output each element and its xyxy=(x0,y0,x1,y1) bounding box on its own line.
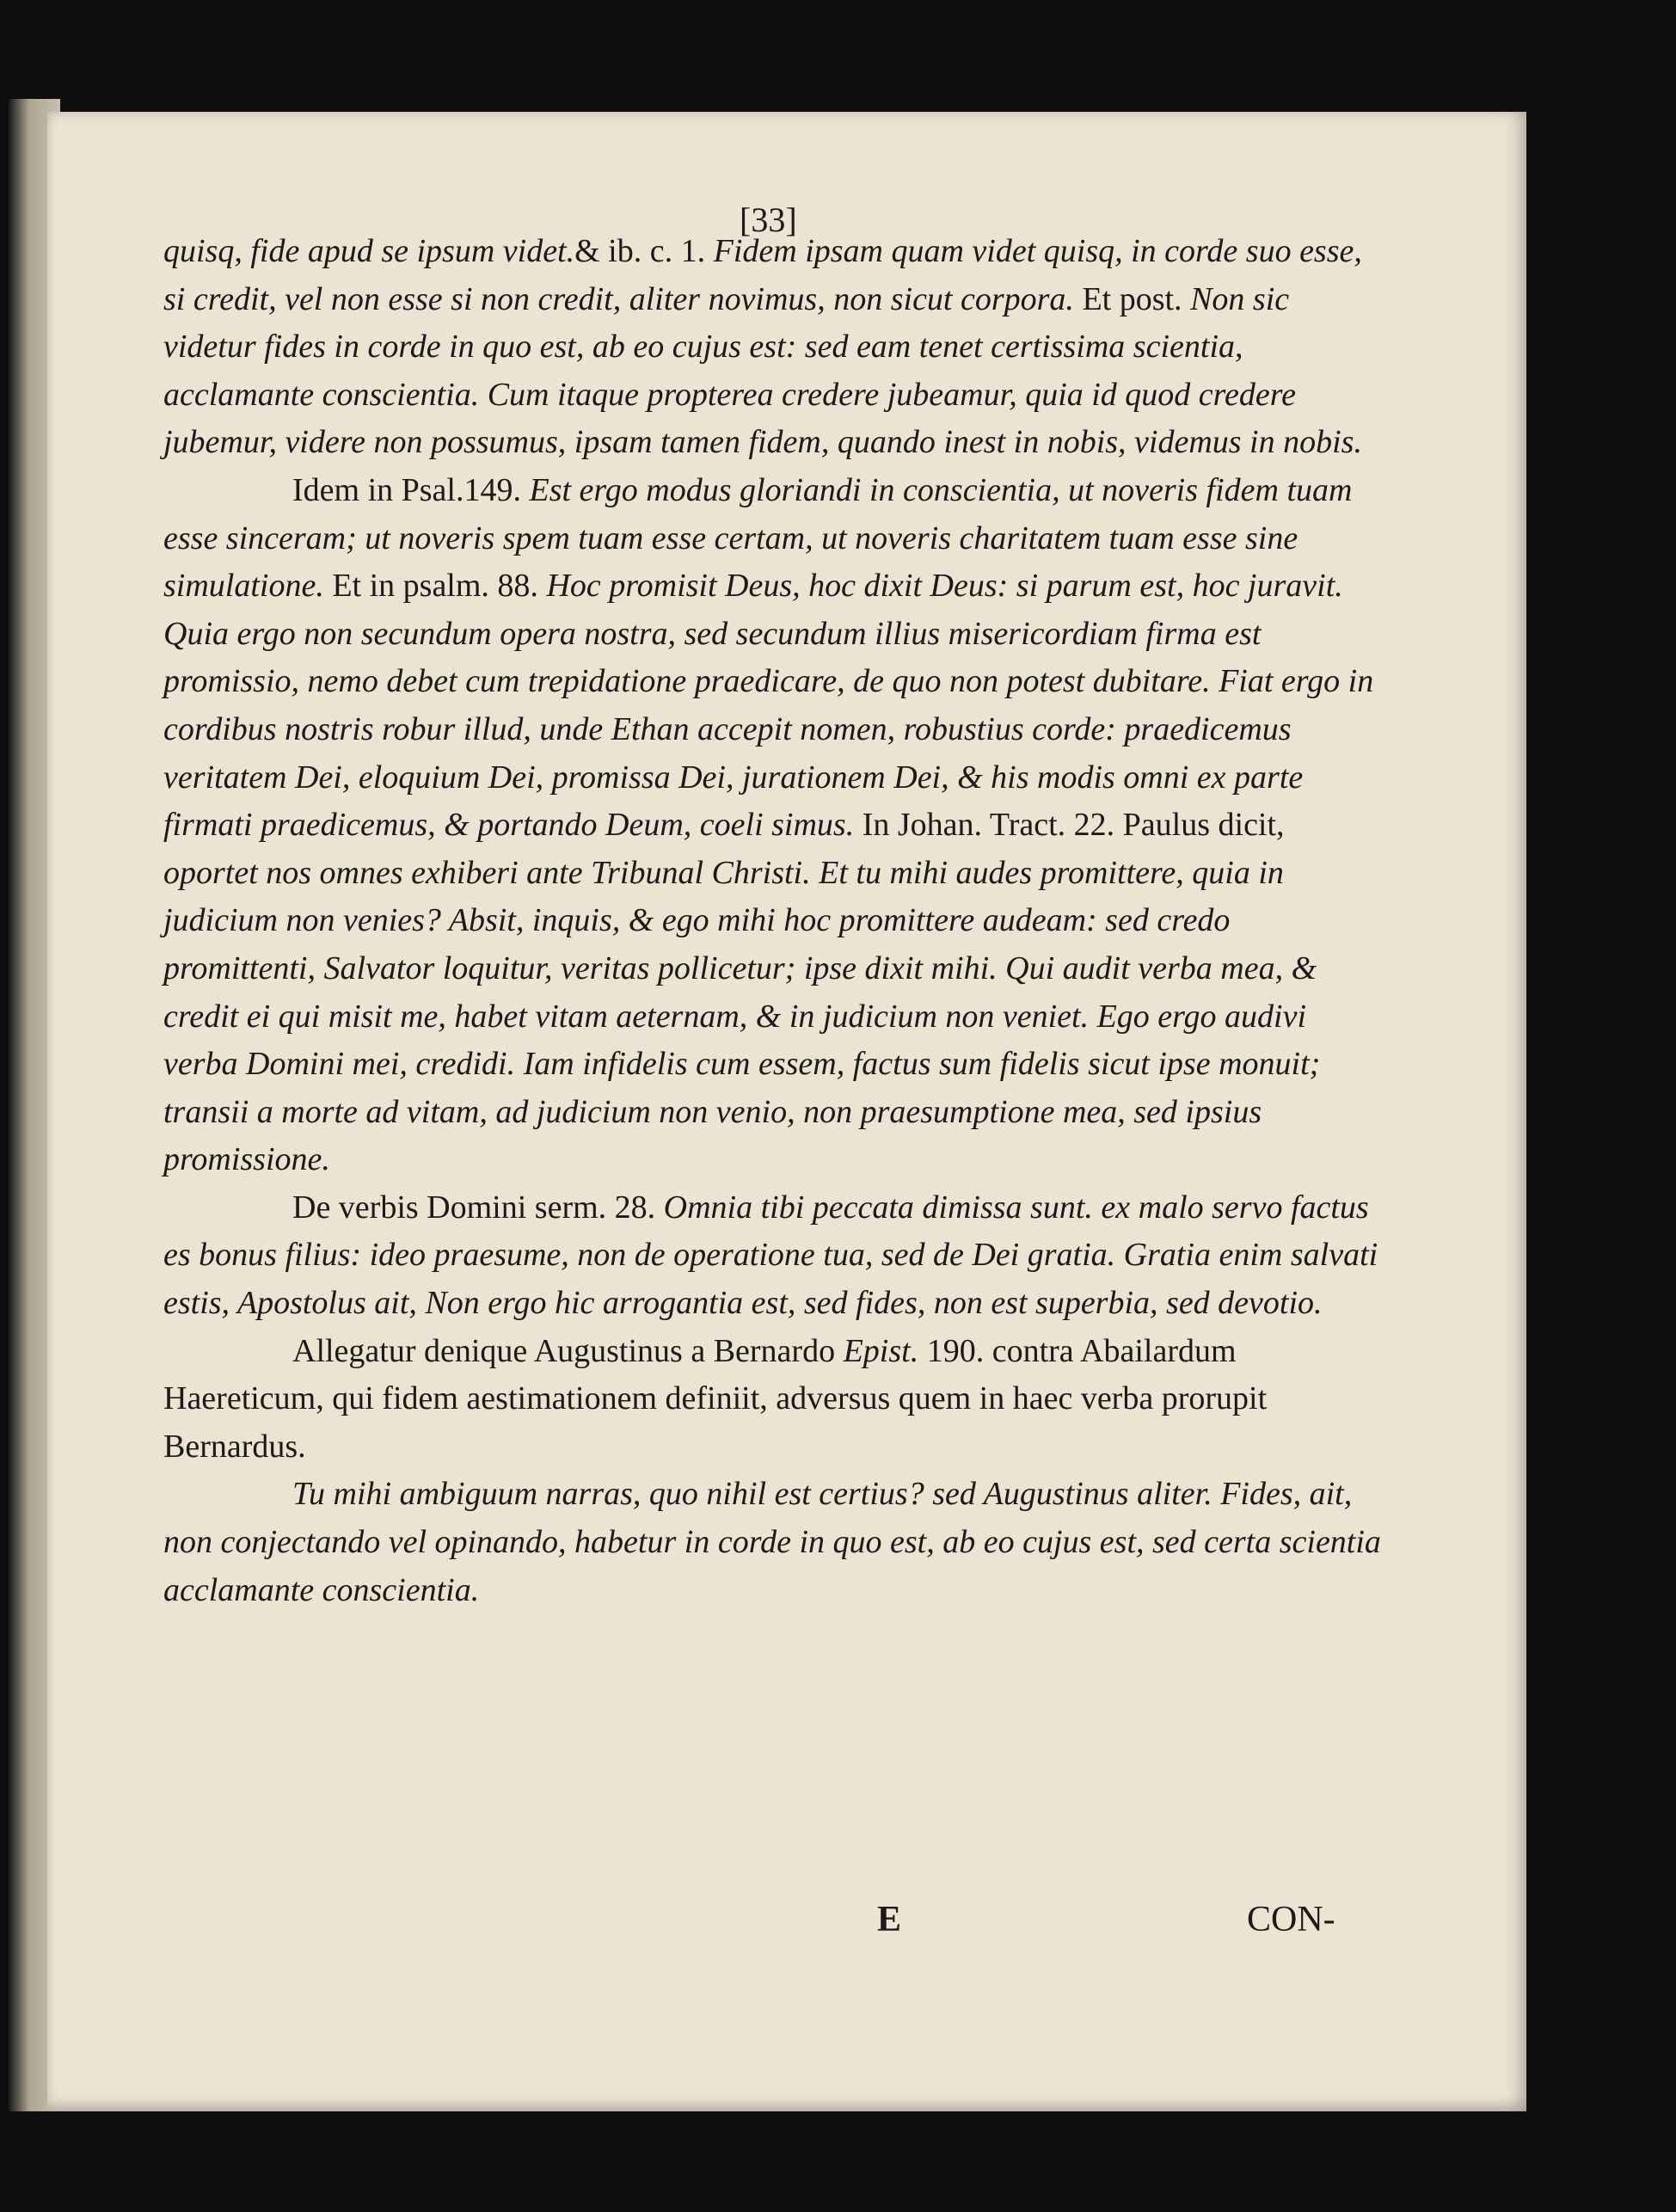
roman-text: Idem in Psal.149. xyxy=(292,471,530,508)
roman-text: 190. contra Abailardum Haereticum, qui fidem aestimationem definiit, adversus quem in haec verba prorupit Bernardus. xyxy=(163,1332,1268,1465)
roman-text: Allegatur denique Augustinus a Bernardo xyxy=(292,1332,844,1369)
roman-text: & ib. c. 1. xyxy=(574,233,714,269)
page-body-text xyxy=(163,228,1384,1614)
signature-mark: E xyxy=(877,1900,902,1939)
page-number: [33] xyxy=(740,200,797,239)
paragraph xyxy=(163,1184,1384,1328)
italic-quote-text: Epist. xyxy=(843,1332,919,1369)
paragraph xyxy=(163,228,1384,467)
roman-text: Et post. xyxy=(1073,280,1191,317)
paragraph xyxy=(163,1328,1384,1472)
roman-text: In Johan. Tract. 22. Paulus dicit, xyxy=(854,807,1285,844)
paragraph xyxy=(163,467,1384,1184)
italic-quote-text: Non sic videtur fides in corde in quo est, ab eo cujus est: sed eam tenet certissima scientia, acclamante conscientia. Cum itaque propterea credere jubeamur, quia id quod credere jubemur, videre non possumus, ipsam tamen fidem, quando inest in nobis, videmus in nobis. xyxy=(163,280,1362,461)
italic-quote-text: Tu mihi ambiguum narras, quo nihil est certius? sed Augustinus aliter. Fides, ait, non conjectando vel opinando, habetur in corde in quo est, ab eo cujus est, sed certa scientia acclamante conscientia. xyxy=(163,1476,1381,1608)
roman-text: De verbis Domini serm. 28. xyxy=(292,1189,664,1226)
italic-quote-text: oportet nos omnes exhiberi ante Tribunal Christi. Et tu mihi audes promittere, quia in judicium non venies? Absit, inquis, & ego mihi hoc promittere audeam: sed credo promittenti, Salvator loquitur, veritas pollicetur; ipse dixit mihi. Qui audit verba mea, & credit ei qui misit me, habet vitam aeternam, & in judicium non veniet. Ego ergo audivi verba Domini mei, credidi. Iam infidelis cum essem, factus sum fidelis sicut ipse monuit; transii a morte ad vitam, ad judicium non venio, non praesumptione mea, sed ipsius promissione. xyxy=(163,854,1321,1178)
roman-text: Et in psalm. 88. xyxy=(323,568,547,605)
catchword: CON- xyxy=(1247,1900,1335,1939)
paragraph xyxy=(163,1471,1384,1614)
italic-quote-text: Fidem ipsam quam videt quisq, in corde suo esse, si credit, vel non esse si non credit, aliter novimus, non sicut corpora. xyxy=(163,233,1362,317)
italic-quote-text: quisq, fide apud se ipsum videt. xyxy=(163,233,575,269)
italic-quote-text: Hoc promisit Deus, hoc dixit Deus: si parum est, hoc juravit. Quia ergo non secundum opera nostra, sed secundum illius misericordiam firma est promissio, nemo debet cum trepidatione praedicare, de quo non potest dubitare. Fiat ergo in cordibus nostris robur illud, unde Ethan accepit nomen, robustius corde: praedicemus veritatem Dei, eloquium Dei, promissa Dei, jurationem Dei, & his modis omni ex parte firmati praedicemus, & portando Deum, coeli simus. xyxy=(163,568,1374,844)
italic-quote-text: Est ergo modus gloriandi in conscientia, ut noveris fidem tuam esse sinceram; ut noveris spem tuam esse certam, ut noveris charitatem tuam esse sine simulatione. xyxy=(163,471,1353,605)
italic-quote-text: Omnia tibi peccata dimissa sunt. ex malo servo factus es bonus filius: ideo praesume, non de operatione tua, sed de Dei gratia. Gratia enim salvati estis, Apostolus ait, Non ergo hic arrogantia est, sed fides, non est superbia, sed devotio. xyxy=(163,1189,1378,1322)
